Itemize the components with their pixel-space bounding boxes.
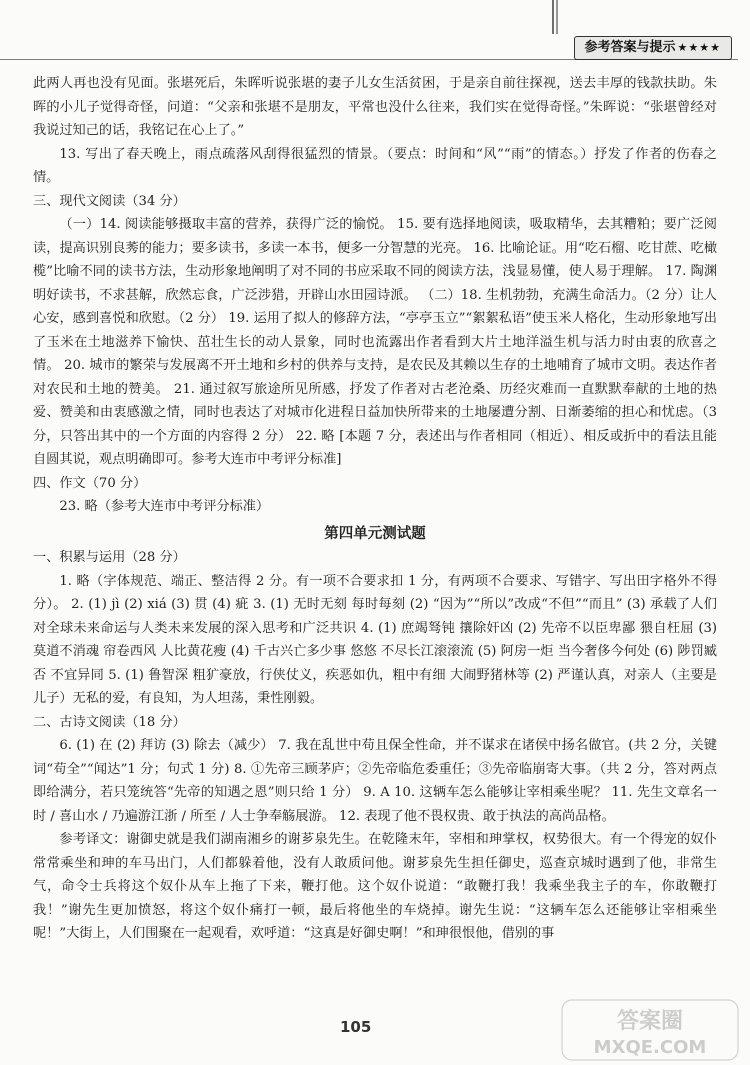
paragraph: （一）14. 阅读能够摄取丰富的营养，获得广泛的愉悦。 15. 要有选择地阅读，吸取精华，去其糟粕；要广泛阅读，提高识别良莠的能力；要多读书，多读一本书，便多一分智慧的光亮。 16. 比喻论证。用“吃石榴、吃甘蔗、吃橄榄”比喻不同的读书方法，生动形象地阐明了对不同的书应采取不同的阅读方法，浅显易懂，使人易于理解。 17. 陶渊明好读书，不求甚解，欣然忘食，广泛涉猎，开辟山水田园诗派。 （二）18. 生机勃勃，充满生命活力。（2 分）让人心安，感到喜悦和欣慰。（2 分） 19. 运用了拟人的修辞方法，“亭亭玉立”“絮絮私语”使玉米人格化，生动形象地写出了玉米在土地滋养下愉快、茁壮生长的动人景象，同时也流露出作者看到大片土地洋溢生机与活力时由衷的欣喜之情。 20. 城市的繁荣与发展离不开土地和乡村的供养与支持，是农民及其赖以生存的土地哺育了城市文明。表达作者对农民和土地的赞美。 21. 通过叙写旅途所见所感，抒发了作者对古老沧桑、历经灾难而一直默默奉献的土地的热爱、赞美和由衷感激之情，同时也表达了对城市化进程日益加快所带来的土地屡遭分割、日渐萎缩的担心和忧虑。（3 分，只答出其中的一个方面的内容得 2 分） 22. 略 [本题 7 分，表述出与作者相同（相近）、相反或折中的看法且能自圆其说，观点明确即可。参考大连市中考评分标准]: [33, 217, 717, 467]
paragraph: 23. 略（参考大连市中考评分标准）: [59, 499, 270, 514]
paragraph: 此两人再也没有见面。张堪死后，朱晖听说张堪的妻子儿女生活贫困，于是亲自前往探视，送去丰厚的钱款扶助。朱晖的小儿子觉得奇怪，问道：“父亲和张堪不是朋友，平常也没什么往来，我们实在觉得奇怪。”朱晖说：“张堪曾经对我说过知己的话，我铭记在心上了。”: [33, 76, 717, 138]
section-heading: 三、现代文阅读（34 分）: [33, 193, 186, 209]
paragraph: 13. 写出了春天晚上，雨点疏落风刮得很猛烈的情景。（要点：时间和“风”“雨”的情态。）抒发了作者的伤春之情。: [33, 146, 717, 185]
header-badge: [574, 36, 732, 60]
section-heading: 四、作文（70 分）: [33, 475, 147, 491]
watermark-text: MXQE.COM: [593, 1037, 707, 1058]
paragraph: 参考译文：谢御史就是我们湖南湘乡的谢芗泉先生。在乾隆末年，宰相和珅掌权，权势很大。有一个得宠的奴仆常常乘坐和珅的车马出门，人们都躲着他，没有人敢质问他。谢芗泉先生担任御史，巡查京城时遇到了他，非常生气，命令士兵将这个奴仆从车上拖了下来，鞭打他。这个奴仆说道：“敢鞭打我！我乘坐我主子的车，你敢鞭打我！”谢先生更加愤怒，将这个奴仆痛打一顿，最后将他坐的车烧掉。谢先生说：“这辆车怎么还能够让宰相乘坐呢！”大街上，人们围聚在一起观看，欢呼道：“这真是好御史啊！”和珅很恨他，借别的事: [33, 832, 717, 941]
answer-content: [33, 72, 717, 946]
paragraph: 1. 略（字体规范、端正、整洁得 2 分。有一项不合要求扣 1 分，有两项不合要求、写错字、写出田字格外不得分）。 2. (1) jì (2) xiá (3) 贯 (4) 疵 3. (1) 无时无刻 每时每刻 (2) “因为”“所以”改成“不但”“而且” (3) 承载了人们对全球未来命运与人类未来发展的深入思考和广泛共识 4. (1) 庶竭驽钝 攘除奸凶 (2) 先帝不以臣卑鄙 猥自枉屈 (3) 莫道不消魂 帘卷西风 人比黄花瘦 (4) 千古兴亡多少事 悠悠 不尽长江滚滚流 (5) 阿房一炬 当今奢侈今何处 (6) 陟罚臧否 不宜异同 5. (1) 鲁智深 粗犷豪放，行侠仗义，疾恶如仇，粗中有细 大闹野猪林等 (2) 严谨认真，对亲人（主要是儿子）无私的爱，有良知，为人坦荡，秉性刚毅。: [33, 573, 717, 706]
section-heading: 一、积累与运用（28 分）: [33, 550, 186, 565]
rating-stars-icon: ★★★★: [677, 41, 721, 54]
section-heading: 二、古诗文阅读（18 分）: [33, 714, 186, 730]
unit-title: 第四单元测试题: [324, 525, 426, 542]
header-title: 参考答案与提示: [584, 40, 676, 55]
page-number: 105: [340, 1018, 372, 1036]
watermark-text: 答案圈: [616, 1009, 684, 1034]
watermark-logo: [560, 998, 740, 1062]
paragraph: 6. (1) 在 (2) 拜访 (3) 除去（减少） 7. 我在乱世中苟且保全性命，并不谋求在诸侯中扬名做官。(共 2 分，关键词“苟全”“闻达”1 分；句式 1 分) 8. ①先帝三顾茅庐；②先帝临危委重任；③先帝临崩寄大事。（共 2 分，答对两点即给满分，若只笼统答“先帝的知遇之恩”则只给 1 分） 9. A 10. 这辆车怎么能够让宰相乘坐呢？ 11. 先生文章名一时 / 喜山水 / 乃遍游江浙 / 所至 / 人士争奉觞展游。 12. 表现了他不畏权贵、敢于执法的高尚品格。: [33, 738, 717, 824]
